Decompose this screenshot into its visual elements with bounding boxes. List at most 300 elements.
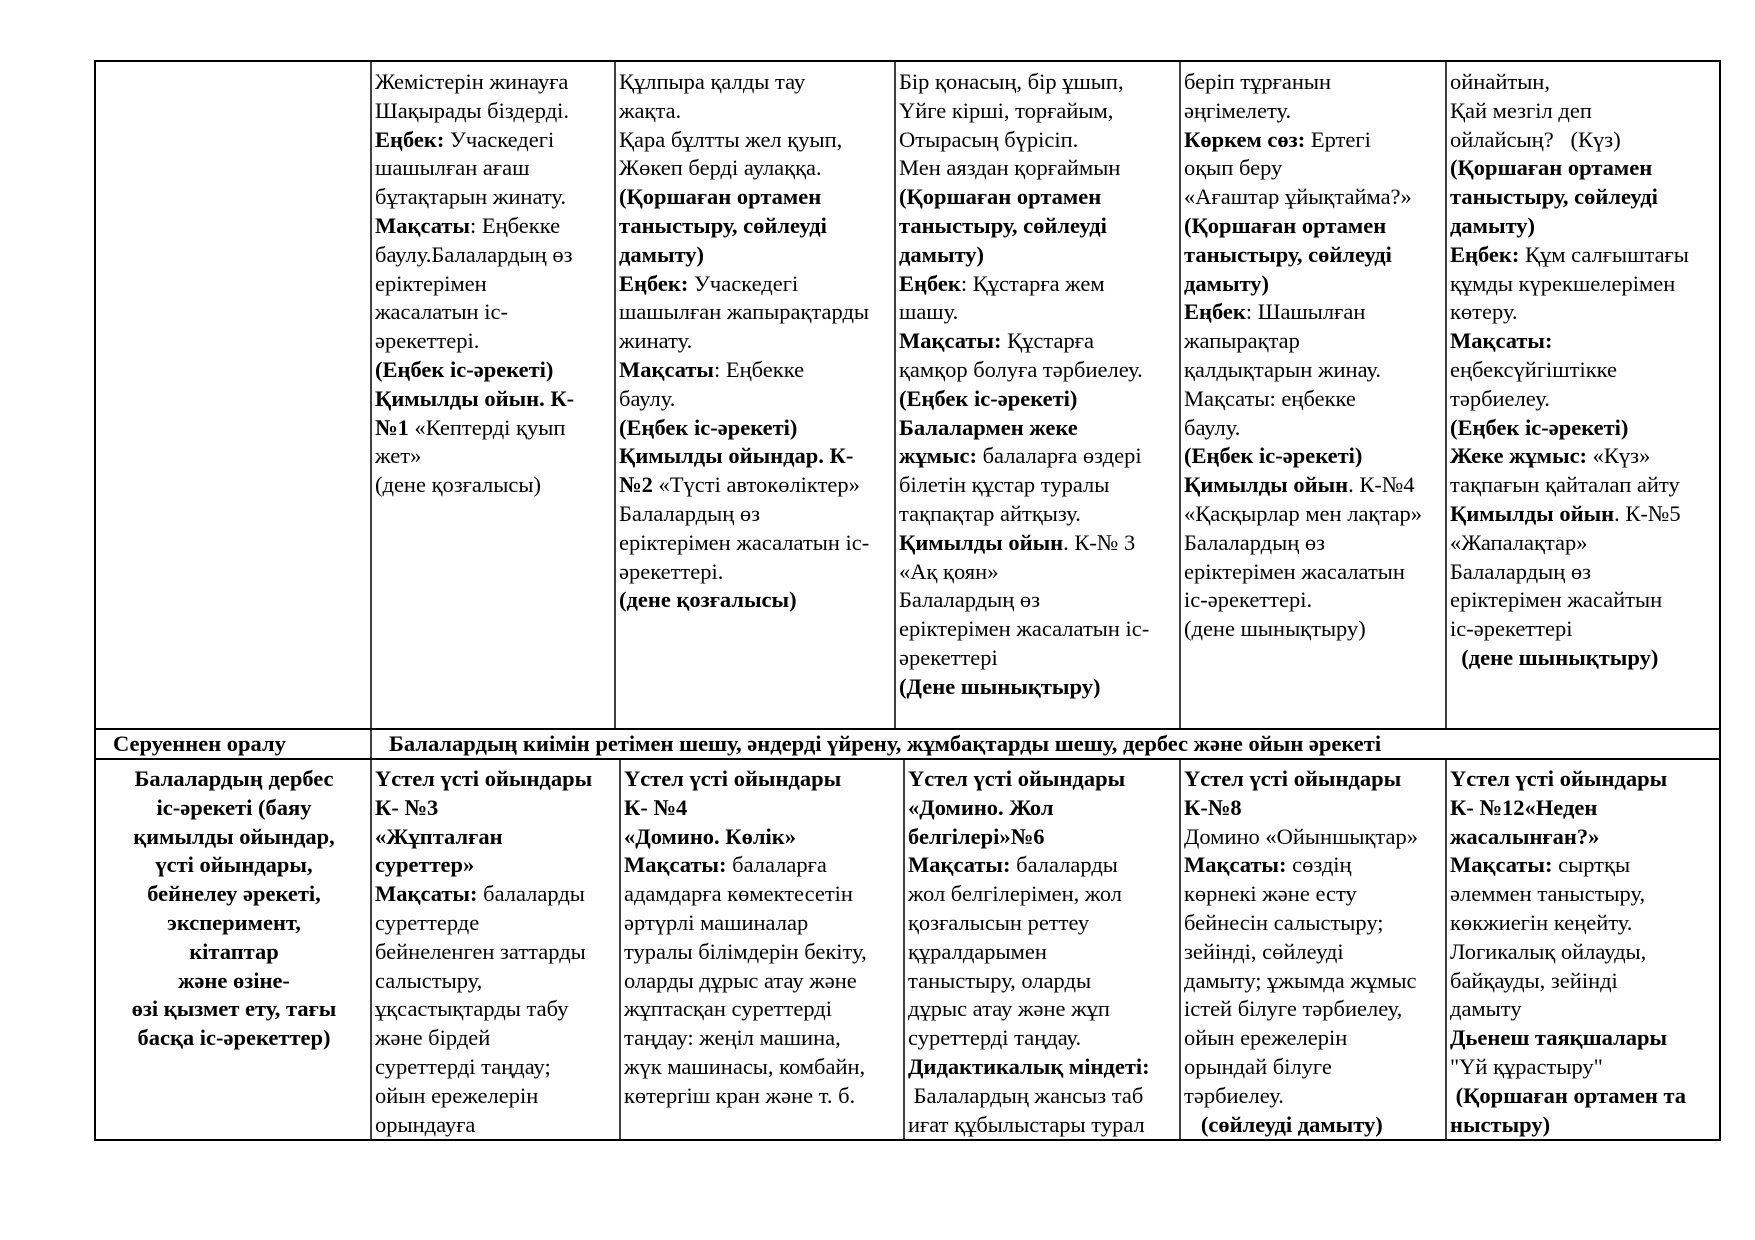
cell-text-line xyxy=(899,615,1177,644)
bold-text: таныстыру, сөйлеуді xyxy=(619,212,827,238)
cell-text-line xyxy=(1184,794,1443,823)
bold-text: ныстыру) xyxy=(1450,1111,1551,1137)
independent-day1-cell xyxy=(371,759,620,1140)
cell-text-line xyxy=(1184,183,1443,212)
cell-text-line xyxy=(1450,586,1717,615)
cell-text-line xyxy=(375,938,617,967)
cell-text-line xyxy=(619,442,892,471)
bold-text: (Қоршаған ортамен xyxy=(619,184,822,210)
cell-text-line xyxy=(619,558,892,587)
cell-text-line xyxy=(619,68,892,97)
text: (дене қозғалысы) xyxy=(375,472,542,498)
text: Учаскедегі xyxy=(444,126,555,152)
cell-text-line xyxy=(619,298,892,327)
cell-text-line xyxy=(375,327,612,356)
cell-text-line xyxy=(899,327,1177,356)
cell-text-line xyxy=(899,212,1177,241)
text: көкжиегін кеңейту. xyxy=(1450,909,1633,935)
cell-text-line xyxy=(624,851,901,880)
cell-text-line xyxy=(1450,880,1717,909)
cell-text-line xyxy=(899,270,1177,299)
text: Мақсаты: еңбекке xyxy=(1184,385,1356,411)
text: ойын ережелерін xyxy=(375,1082,539,1108)
text: Логикалық ойлауды, xyxy=(1450,938,1647,964)
text: еріктерімен xyxy=(375,270,487,296)
bold-text: Дидактикалық міндеті: xyxy=(908,1053,1150,1079)
cell-text-line xyxy=(375,270,612,299)
cell-text-line xyxy=(1450,851,1717,880)
cell-text-line xyxy=(1184,298,1443,327)
text: жұптасқан суреттерді xyxy=(624,996,832,1022)
cell-text-line xyxy=(1184,1111,1443,1140)
text: Жемістерін жинауға xyxy=(375,69,569,94)
cell-text-line xyxy=(375,212,612,241)
text: Балалардың өз xyxy=(899,587,1041,613)
cell-text-line xyxy=(1450,183,1717,212)
text: еріктерімен жасалатын xyxy=(1184,558,1405,584)
label-line: және өзіне- xyxy=(178,967,290,993)
cell-text-line xyxy=(908,995,1177,1024)
cell-text-line xyxy=(899,500,1177,529)
return-from-walk-label-text: Серуеннен оралу xyxy=(113,731,286,756)
independent-day4-cell xyxy=(1180,759,1446,1140)
cell-text-line xyxy=(1450,967,1717,996)
cell-text-line xyxy=(1450,823,1717,852)
cell-text-line xyxy=(908,967,1177,996)
text: «Ақ қоян» xyxy=(899,558,999,584)
text: : Еңбекке xyxy=(470,212,561,238)
bold-text: Үстел үсті ойындары xyxy=(1450,766,1668,791)
text: жинату. xyxy=(619,328,693,354)
cell-text-line xyxy=(1450,1082,1717,1111)
text: іс-әрекеттері. xyxy=(1184,587,1313,613)
cell-text-line xyxy=(624,1082,901,1111)
bold-text: Мақсаты xyxy=(375,212,470,238)
cell-text-line xyxy=(375,823,617,852)
text: орындауға xyxy=(375,1111,476,1137)
label-line: эксперимент, xyxy=(167,909,301,935)
text: «Қасқырлар мен лақтар» xyxy=(1184,500,1422,526)
cell-text-line xyxy=(899,442,1177,471)
text: Құстарға xyxy=(1001,328,1094,354)
cell-text-line xyxy=(908,823,1177,852)
cell-text-line xyxy=(1450,385,1717,414)
cell-text-line xyxy=(1184,995,1443,1024)
text: . К-№ 3 xyxy=(1063,529,1136,555)
cell-text-line xyxy=(619,529,892,558)
bold-text: Еңбек: xyxy=(375,126,445,152)
cell-text-line xyxy=(619,270,892,299)
cell-text-line xyxy=(1450,327,1717,356)
cell-text-line xyxy=(619,97,892,126)
bold-text: Мақсаты: xyxy=(1450,328,1553,354)
text: әрекеттері. xyxy=(619,558,724,584)
text: көрнекі және есту xyxy=(1184,881,1357,907)
text: балаларды xyxy=(1010,852,1118,878)
cell-text-line xyxy=(1450,126,1717,155)
text: оқып беру xyxy=(1184,155,1283,181)
text: суреттерде xyxy=(375,909,480,935)
text: орындай білуге xyxy=(1184,1053,1332,1079)
text: «Түсті автокөліктер» xyxy=(652,472,860,498)
independent-activity-label xyxy=(96,759,371,1140)
return-from-walk-label xyxy=(96,729,371,759)
text: құралдарымен xyxy=(908,938,1047,964)
cell-text-line xyxy=(375,1111,617,1140)
cell-text-line xyxy=(1184,529,1443,558)
cell-text-line xyxy=(1450,500,1717,529)
text: Қара бұлтты жел қуып, xyxy=(619,126,843,152)
cell-text-line xyxy=(899,414,1177,443)
cell-text-line xyxy=(1184,212,1443,241)
bold-text: К-№8 xyxy=(1184,794,1242,820)
cell-text-line xyxy=(1184,327,1443,356)
bold-text: «Домино. Жол xyxy=(908,794,1054,820)
walk-label-cell xyxy=(96,62,371,729)
cell-text-line xyxy=(375,298,612,327)
cell-text-line xyxy=(899,529,1177,558)
text: шашу. xyxy=(899,299,959,325)
text: Құм салғыштағы xyxy=(1519,241,1689,267)
bold-text: таныстыру, сөйлеуді xyxy=(1450,184,1658,210)
cell-text-line xyxy=(1184,270,1443,299)
cell-text-line xyxy=(375,126,612,155)
text: Домино «Ойыншықтар» xyxy=(1184,823,1419,849)
cell-text-line xyxy=(624,909,901,938)
text: еңбексүйгіштікке xyxy=(1450,356,1617,382)
text: Балалардың өз xyxy=(619,500,761,526)
bold-text: К- №4 xyxy=(624,794,688,820)
bold-text: Мақсаты: xyxy=(1184,852,1287,878)
cell-text-line xyxy=(899,97,1177,126)
bold-text: Мақсаты: xyxy=(375,881,478,907)
text: «Жапалақтар» xyxy=(1450,529,1588,555)
walk-day5-cell xyxy=(1446,62,1720,729)
cell-text-line xyxy=(908,880,1177,909)
walk-day4-cell xyxy=(1180,62,1446,729)
cell-text-line xyxy=(619,212,892,241)
cell-text-line xyxy=(375,154,612,183)
text: таңдау: жеңіл машина, xyxy=(624,1025,841,1051)
text: көтеру. xyxy=(1450,299,1518,325)
cell-text-line xyxy=(1450,442,1717,471)
walk-day1-cell xyxy=(371,62,615,729)
text: еріктерімен жасалатын іс- xyxy=(619,529,870,555)
cell-text-line xyxy=(375,241,612,270)
cell-text-line xyxy=(899,241,1177,270)
text: дұрыс атау және жұп xyxy=(908,996,1110,1022)
bold-text: жұмыс: xyxy=(899,443,977,469)
plan-table xyxy=(94,60,1721,1141)
cell-text-line xyxy=(375,97,612,126)
cell-text-line xyxy=(375,471,612,500)
label-line: Балалардың дербес xyxy=(134,766,334,791)
text: зейінді, сөйлеуді xyxy=(1184,938,1344,964)
cell-text-line xyxy=(1450,1111,1717,1140)
text: жапырақтар xyxy=(1184,328,1300,354)
text: еріктерімен жасайтын xyxy=(1450,587,1663,613)
label-line: іс-әрекеті (баяу xyxy=(156,794,312,820)
cell-text-line xyxy=(1184,938,1443,967)
bold-text: таныстыру, сөйлеуді xyxy=(1184,241,1392,267)
cell-text-line xyxy=(619,126,892,155)
cell-text-line xyxy=(1184,615,1443,644)
text: ойын ережелерін xyxy=(1184,1025,1348,1051)
cell-text-line xyxy=(375,765,617,794)
bold-text: (Еңбек іс-әрекеті) xyxy=(1450,414,1629,440)
cell-text-line xyxy=(1450,97,1717,126)
bold-text: (сөйлеуді дамыту) xyxy=(1184,1111,1383,1137)
bold-text: «Жұпталған xyxy=(375,823,503,849)
cell-text-line xyxy=(1450,68,1717,97)
text: сыртқы xyxy=(1552,852,1631,878)
text: шашылған жапырақтарды xyxy=(619,299,870,325)
text: жет» xyxy=(375,443,422,469)
cell-text-line xyxy=(1450,909,1717,938)
cell-text-line xyxy=(899,183,1177,212)
text: Балалардың өз xyxy=(1450,558,1592,584)
cell-text-line xyxy=(899,586,1177,615)
text: іс-әрекеттері xyxy=(1450,616,1573,642)
independent-day2-cell xyxy=(620,759,904,1140)
text: Отырасың бүрісіп. xyxy=(899,126,1079,152)
bold-text: Еңбек xyxy=(1184,299,1246,325)
text: «Ағаштар ұйықтайма?» xyxy=(1184,184,1412,210)
bold-text: (Еңбек іс-әрекеті) xyxy=(1184,443,1363,469)
cell-text-line xyxy=(1450,471,1717,500)
bold-text: (Қоршаған ортамен xyxy=(899,184,1102,210)
bold-text: Балалармен жеке xyxy=(899,414,1078,440)
cell-text-line xyxy=(624,938,901,967)
label-line: басқа іс-әрекеттер) xyxy=(137,1025,331,1051)
bold-text: (Дене шынықтыру) xyxy=(899,673,1101,699)
cell-text-line xyxy=(375,967,617,996)
cell-text-line xyxy=(1184,68,1443,97)
cell-text-line xyxy=(1184,442,1443,471)
bold-text: дамыту) xyxy=(899,241,985,267)
bold-text: К- №3 xyxy=(375,794,439,820)
cell-text-line xyxy=(1450,356,1717,385)
walk-day2-cell xyxy=(615,62,895,729)
cell-text-line xyxy=(1450,414,1717,443)
bold-text: белгілері»№6 xyxy=(908,823,1045,849)
text: әрекеттері. xyxy=(375,328,480,354)
cell-text-line xyxy=(1450,529,1717,558)
bold-text: Қимылды ойын xyxy=(899,529,1064,555)
cell-text-line xyxy=(908,794,1177,823)
bold-text: (Қоршаған ортамен xyxy=(1184,212,1387,238)
cell-text-line xyxy=(375,851,617,880)
cell-text-line xyxy=(619,356,892,385)
cell-text-line xyxy=(899,385,1177,414)
text: Құлпыра қалды тау xyxy=(619,69,806,94)
text: Учаскедегі xyxy=(688,270,799,296)
cell-text-line xyxy=(1450,1024,1717,1053)
cell-text-line xyxy=(1184,1082,1443,1111)
cell-text-line xyxy=(619,241,892,270)
text: суреттерді таңдау; xyxy=(375,1053,551,1079)
text: тәрбиелеу. xyxy=(1450,385,1550,411)
cell-text-line xyxy=(1184,385,1443,414)
bold-text: Үстел үсті ойындары xyxy=(908,766,1126,791)
bold-text: (Қоршаған ортамен та xyxy=(1450,1082,1687,1108)
cell-text-line xyxy=(1184,1024,1443,1053)
text: бейнесін салыстыру; xyxy=(1184,909,1384,935)
text: Мен аяздан қорғаймын xyxy=(899,155,1121,181)
cell-text-line xyxy=(899,356,1177,385)
cell-text-line xyxy=(1184,880,1443,909)
text: жол белгілерімен, жол xyxy=(908,881,1123,907)
cell-text-line xyxy=(375,1082,617,1111)
text: адамдарға көмектесетін xyxy=(624,881,853,907)
cell-text-line xyxy=(1184,471,1443,500)
text: шашылған ағаш xyxy=(375,155,530,181)
bold-text: Қимылды ойын. К- xyxy=(375,385,575,411)
cell-text-line xyxy=(1450,794,1717,823)
cell-text-line xyxy=(619,414,892,443)
bold-text: суреттер» xyxy=(375,852,475,878)
cell-text-line xyxy=(1450,615,1717,644)
text: балаларға xyxy=(726,852,827,878)
bold-text: №2 xyxy=(619,472,653,498)
text: жүк машинасы, комбайн, xyxy=(624,1053,866,1079)
cell-text-line xyxy=(375,68,612,97)
text: : Шашылған xyxy=(1245,299,1366,325)
label-line: бейнелеу әрекеті, xyxy=(147,881,321,907)
bold-text: Еңбек xyxy=(899,270,961,296)
cell-text-line xyxy=(375,183,612,212)
bold-text: Үстел үсті ойындары xyxy=(624,766,842,791)
label-line: өзі қызмет ету, тағы xyxy=(131,996,337,1022)
text: . К-№5 xyxy=(1614,500,1681,526)
cell-text-line xyxy=(908,851,1177,880)
cell-text-line xyxy=(619,500,892,529)
bold-text: (Еңбек іс-әрекеті) xyxy=(899,385,1078,411)
text: бұтақтарын жинату. xyxy=(375,184,567,210)
cell-text-line xyxy=(619,327,892,356)
bold-text: (Еңбек іс-әрекеті) xyxy=(619,414,798,440)
cell-text-line xyxy=(899,298,1177,327)
text: және бірдей xyxy=(375,1025,491,1051)
bold-text: Еңбек: xyxy=(1450,241,1520,267)
text: ойлайсың? (Күз) xyxy=(1450,126,1621,152)
text: дамыту; ұжымда жұмыс xyxy=(1184,967,1417,993)
cell-text-line xyxy=(908,1082,1177,1111)
cell-text-line xyxy=(1450,154,1717,183)
cell-text-line xyxy=(1450,298,1717,327)
cell-text-line xyxy=(375,880,617,909)
label-line: қимылды ойындар, xyxy=(133,823,335,849)
text: көтергіш кран және т. б. xyxy=(624,1082,856,1108)
cell-text-line xyxy=(624,995,901,1024)
text: «Кептерді қуып xyxy=(408,414,566,440)
cell-text-line xyxy=(375,1024,617,1053)
bold-text: Үстел үсті ойындары xyxy=(375,766,593,791)
text: Балалардың жансыз таб xyxy=(908,1082,1144,1108)
cell-text-line xyxy=(375,995,617,1024)
cell-text-line xyxy=(899,644,1177,673)
text: салыстыру, xyxy=(375,967,483,993)
return-from-walk-content-text: Балалардың киімін ретімен шешу, әндерді үйрену, жұмбақтарды шешу, дербес және ойын әрекеті xyxy=(389,731,1382,756)
text: қозғалысын реттеу xyxy=(908,909,1090,935)
cell-text-line xyxy=(1450,995,1717,1024)
cell-text-line xyxy=(1184,126,1443,155)
bold-text: Көркем сөз: xyxy=(1184,126,1306,152)
cell-text-line xyxy=(375,414,612,443)
cell-text-line xyxy=(624,1053,901,1082)
cell-text-line xyxy=(1450,241,1717,270)
text: Үйге кірші, торғайым, xyxy=(899,97,1114,123)
text: туралы білімдерін бекіту, xyxy=(624,938,867,964)
text: (дене шынықтыру) xyxy=(1184,616,1366,642)
bold-text: (Қоршаған ортамен xyxy=(1450,155,1653,181)
text: әрекеттері xyxy=(899,644,998,670)
bold-text: (Еңбек іс-әрекеті) xyxy=(375,356,554,382)
cell-text-line xyxy=(899,673,1177,702)
cell-text-line xyxy=(619,385,892,414)
text: Бір қонасың, бір ұшып, xyxy=(899,69,1124,94)
cell-text-line xyxy=(1450,765,1717,794)
cell-text-line xyxy=(624,880,901,909)
text: тақпақтар айтқызу. xyxy=(899,500,1081,526)
text: бейнеленген заттарды xyxy=(375,938,586,964)
cell-text-line xyxy=(1184,558,1443,587)
text: білетін құстар туралы xyxy=(899,472,1110,498)
bold-text: Қимылды ойын xyxy=(1450,500,1615,526)
cell-text-line xyxy=(908,1053,1177,1082)
text: суреттерді таңдау. xyxy=(908,1025,1082,1051)
text: беріп тұрғанын xyxy=(1184,69,1332,94)
cell-text-line xyxy=(899,154,1177,183)
cell-text-line xyxy=(619,154,892,183)
cell-text-line xyxy=(899,126,1177,155)
bold-text: К- №12«Неден xyxy=(1450,794,1598,820)
walk-day3-cell xyxy=(895,62,1180,729)
text: Жөкеп берді аулаққа. xyxy=(619,155,822,181)
cell-text-line xyxy=(1184,967,1443,996)
text: иғат құбылыстары турал xyxy=(908,1111,1145,1137)
text: құмды күрекшелерімен xyxy=(1450,270,1676,296)
bold-text: Еңбек: xyxy=(619,270,689,296)
cell-text-line xyxy=(1450,938,1717,967)
cell-text-line xyxy=(375,1053,617,1082)
label-line: кітаптар xyxy=(189,938,279,964)
text: жасалатын іс- xyxy=(375,299,508,325)
bold-text: №1 xyxy=(375,414,409,440)
bold-text: дамыту) xyxy=(619,241,705,267)
text: қалдықтарын жинау. xyxy=(1184,356,1382,382)
cell-text-line xyxy=(619,471,892,500)
bold-text: Үстел үсті ойындары xyxy=(1184,766,1402,791)
cell-text-line xyxy=(1450,1053,1717,1082)
cell-text-line xyxy=(908,1111,1177,1140)
bold-text: жасалынған?» xyxy=(1450,823,1600,849)
bold-text: «Домино. Көлік» xyxy=(624,823,796,849)
text: әртүрлі машиналар xyxy=(624,909,809,935)
text: «Күз» xyxy=(1587,443,1651,469)
text: қамқор болуға тәрбиелеу. xyxy=(899,356,1143,382)
cell-text-line xyxy=(1184,823,1443,852)
text: әлеммен таныстыру, xyxy=(1450,881,1646,907)
text: байқауды, зейінді xyxy=(1450,967,1618,993)
cell-text-line xyxy=(1184,1053,1443,1082)
bold-text: таныстыру, сөйлеуді xyxy=(899,212,1107,238)
text: істей білуге тәрбиелеу, xyxy=(1184,996,1403,1022)
cell-text-line xyxy=(908,938,1177,967)
text: әңгімелету. xyxy=(1184,97,1292,123)
text: : Құстарға жем xyxy=(960,270,1105,296)
cell-text-line xyxy=(624,1024,901,1053)
